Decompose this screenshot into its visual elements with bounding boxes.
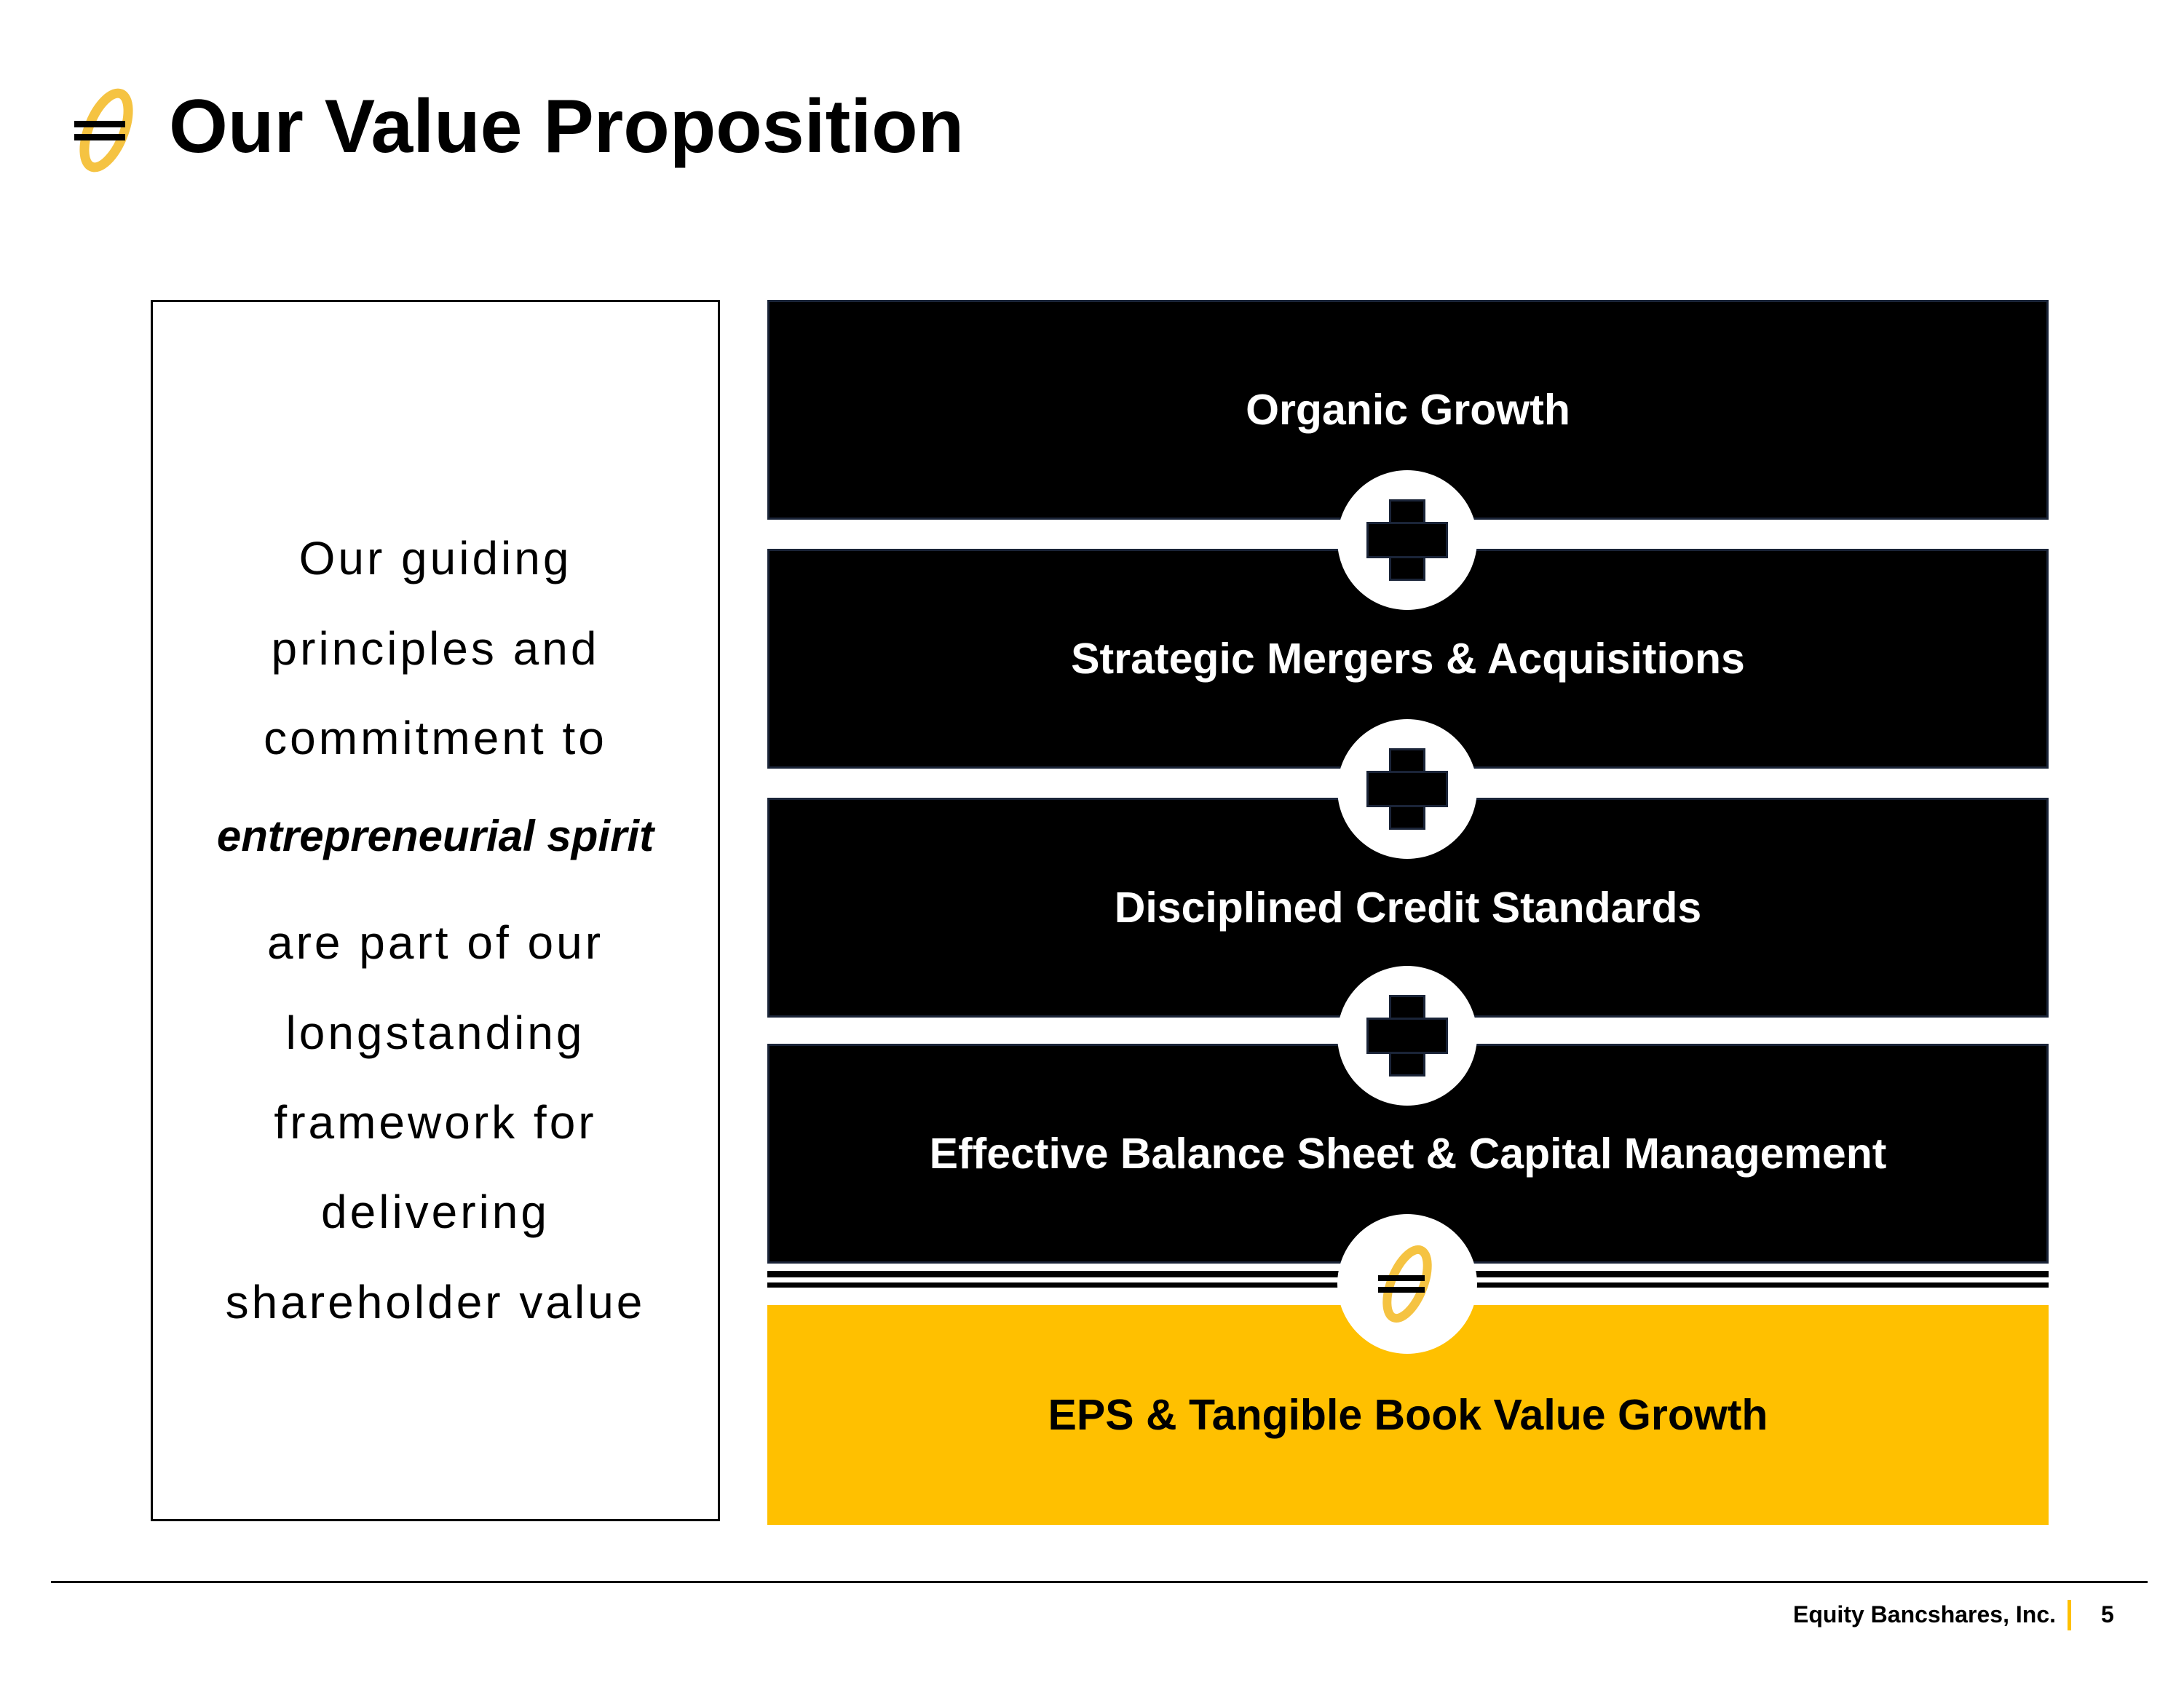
band-label: Strategic Mergers & Acquisitions xyxy=(1071,635,1745,683)
footer-company: Equity Bancshares, Inc. xyxy=(1792,1601,2056,1627)
principles-line: longstanding xyxy=(285,1007,585,1059)
page-title: Our Value Proposition xyxy=(169,84,965,169)
plus-icon xyxy=(1337,719,1477,859)
band-label: Disciplined Credit Standards xyxy=(1114,884,1702,932)
principles-line: Our guiding xyxy=(298,532,572,584)
plus-icon xyxy=(1337,966,1477,1106)
principles-line: framework for xyxy=(274,1096,597,1149)
page-number: 5 xyxy=(2101,1601,2114,1627)
equity-logo-icon xyxy=(70,86,143,175)
principles-line: delivering xyxy=(321,1186,550,1238)
band-label: Organic Growth xyxy=(1246,386,1570,434)
result-label: EPS & Tangible Book Value Growth xyxy=(1048,1391,1768,1439)
plus-icon xyxy=(1337,470,1477,610)
principles-emphasis: entrepreneurial spirit xyxy=(216,812,654,860)
principles-line: are part of our xyxy=(267,916,604,969)
principles-line: commitment to xyxy=(264,712,607,764)
equity-logo-icon xyxy=(1337,1214,1477,1354)
principles-line: principles and xyxy=(271,622,600,675)
footer-accent-bar xyxy=(2068,1600,2071,1630)
guiding-principles-box xyxy=(151,300,720,1521)
principles-line: shareholder value xyxy=(225,1276,646,1328)
band-label: Effective Balance Sheet & Capital Management xyxy=(929,1130,1887,1178)
footer-divider xyxy=(51,1581,2148,1583)
